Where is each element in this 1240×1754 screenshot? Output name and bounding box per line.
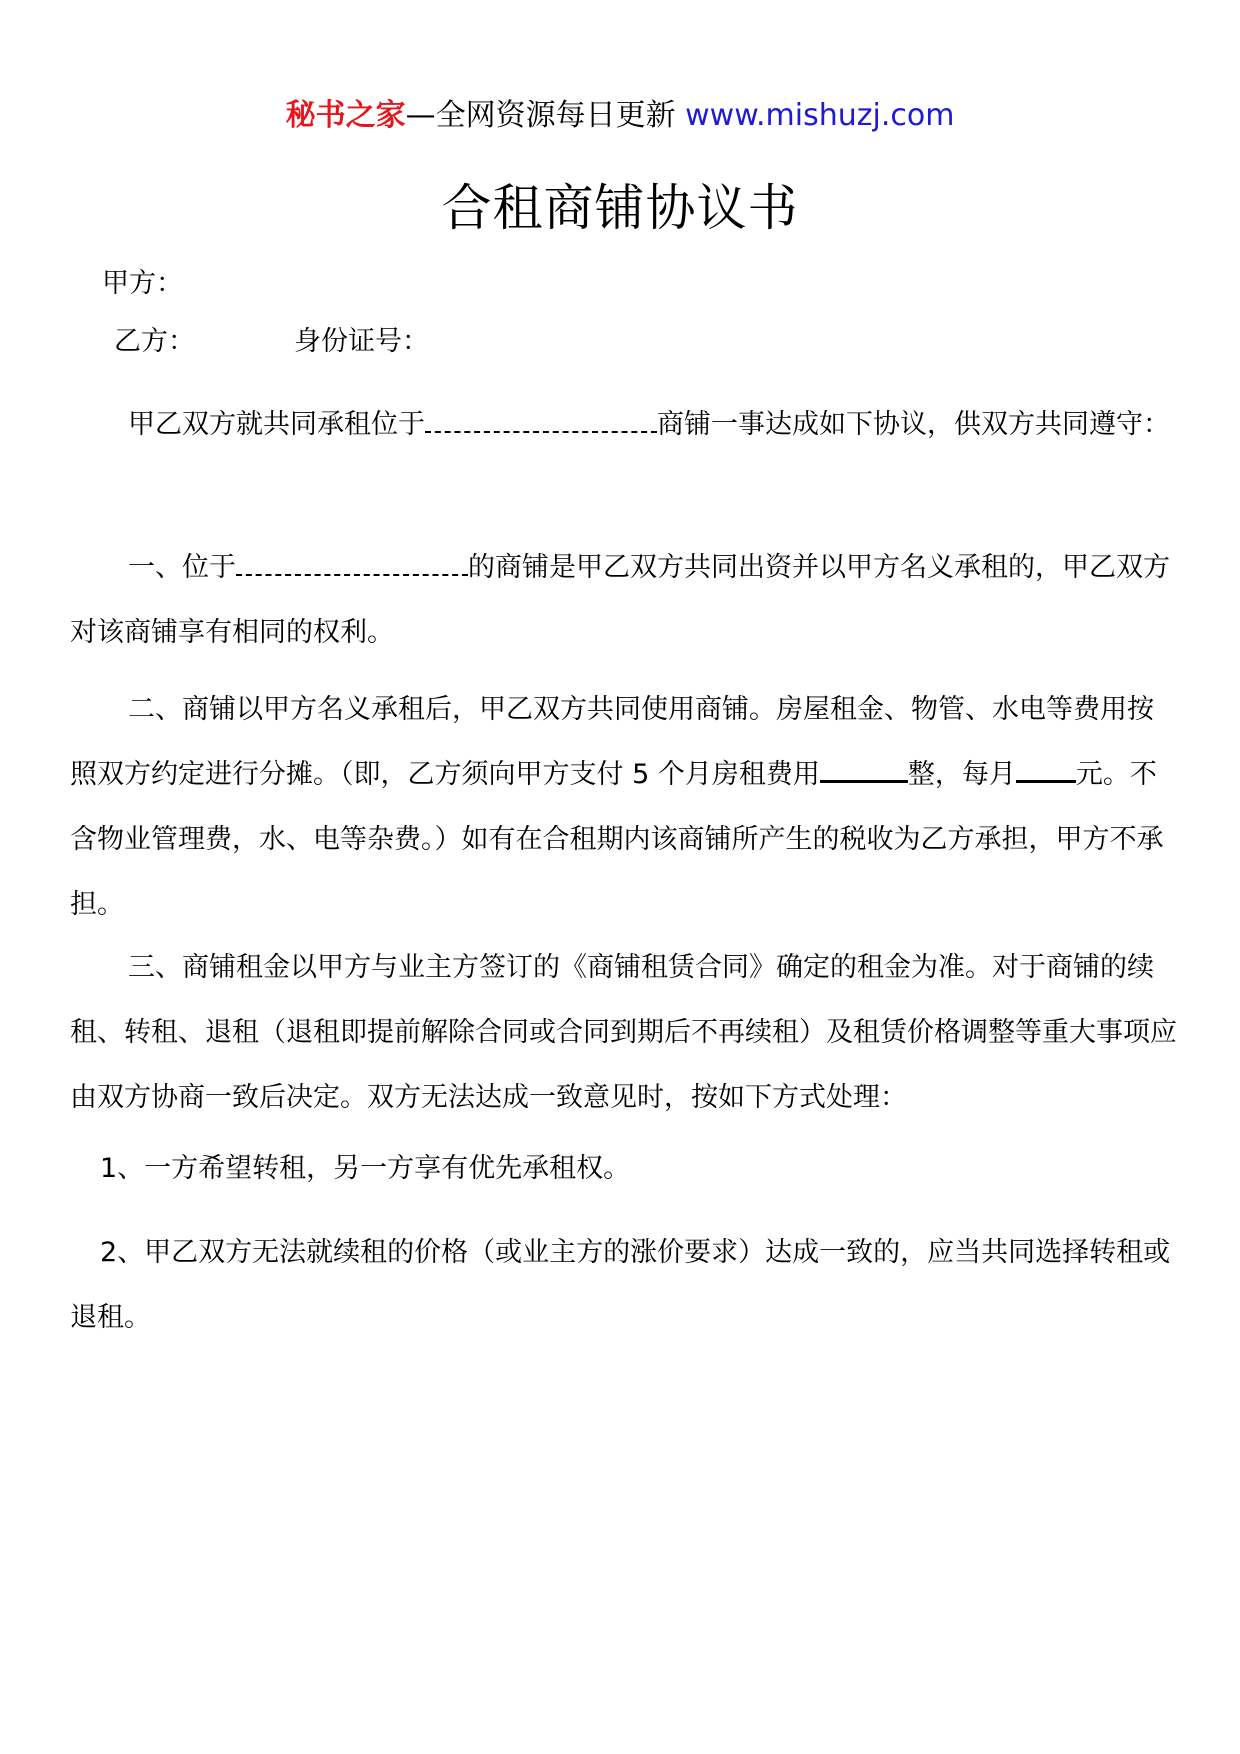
intro-paragraph (70, 392, 1180, 457)
clause-1-after: 的商铺是甲乙双方共同出资并以甲方名义承租的，甲乙双方对该商铺享有相同的权利。 (70, 552, 1170, 648)
party-a-label: 甲方： (102, 268, 183, 299)
site-brand: 秘书之家 (285, 98, 406, 133)
id-number-label: 身份证号： (294, 326, 429, 357)
site-url-link[interactable]: www.mishuzj.com (685, 98, 955, 133)
monthly-rent-blank (1016, 758, 1076, 783)
clause-2-part1: 二、商铺以甲方名义承租后，甲乙双方共同使用商铺。房屋租金、物管、水电等费用按照双方约定进行分摊。（即，乙方须向甲方支付 5 个月房租费用 (70, 694, 1154, 790)
site-tagline: —全网资源每日更新 (405, 98, 676, 133)
shop-location-blank (236, 554, 468, 576)
document-title: 合租商铺协议书 (441, 179, 799, 237)
rent-total-blank (820, 758, 908, 783)
site-header (0, 96, 1240, 136)
clause-1-before: 一、位于 (128, 552, 236, 583)
list-item: 2、甲乙双方无法就续租的价格（或业主方的涨价要求）达成一致的，应当共同选择转租或退租。 (70, 1237, 1171, 1333)
location-blank (425, 411, 657, 433)
clause-2-part2: 整，每月 (907, 759, 1016, 790)
list-item: 1、一方希望转租，另一方享有优先承租权。 (100, 1153, 631, 1184)
clause-2 (70, 677, 1180, 937)
intro-text-before: 甲乙双方就共同承租位于 (128, 409, 425, 440)
clause-1 (70, 535, 1180, 665)
clause-2-part3: 元。不含物业管理费，水、电等杂费。）如有在合租期内该商铺所产生的税收为乙方承担，甲方不承担。 (70, 759, 1164, 920)
party-b-label: 乙方： (114, 326, 195, 357)
intro-text-after: 商铺一事达成如下协议，供双方共同遵守： (657, 409, 1170, 440)
clause-3: 三、商铺租金以甲方与业主方签订的《商铺租赁合同》确定的租金为准。对于商铺的续租、转租、退租（退租即提前解除合同或合同到期后不再续租）及租赁价格调整等重大事项应由双方协商一致后决定。双方无法达成一致意见时，按如下方式处理： (70, 952, 1177, 1113)
